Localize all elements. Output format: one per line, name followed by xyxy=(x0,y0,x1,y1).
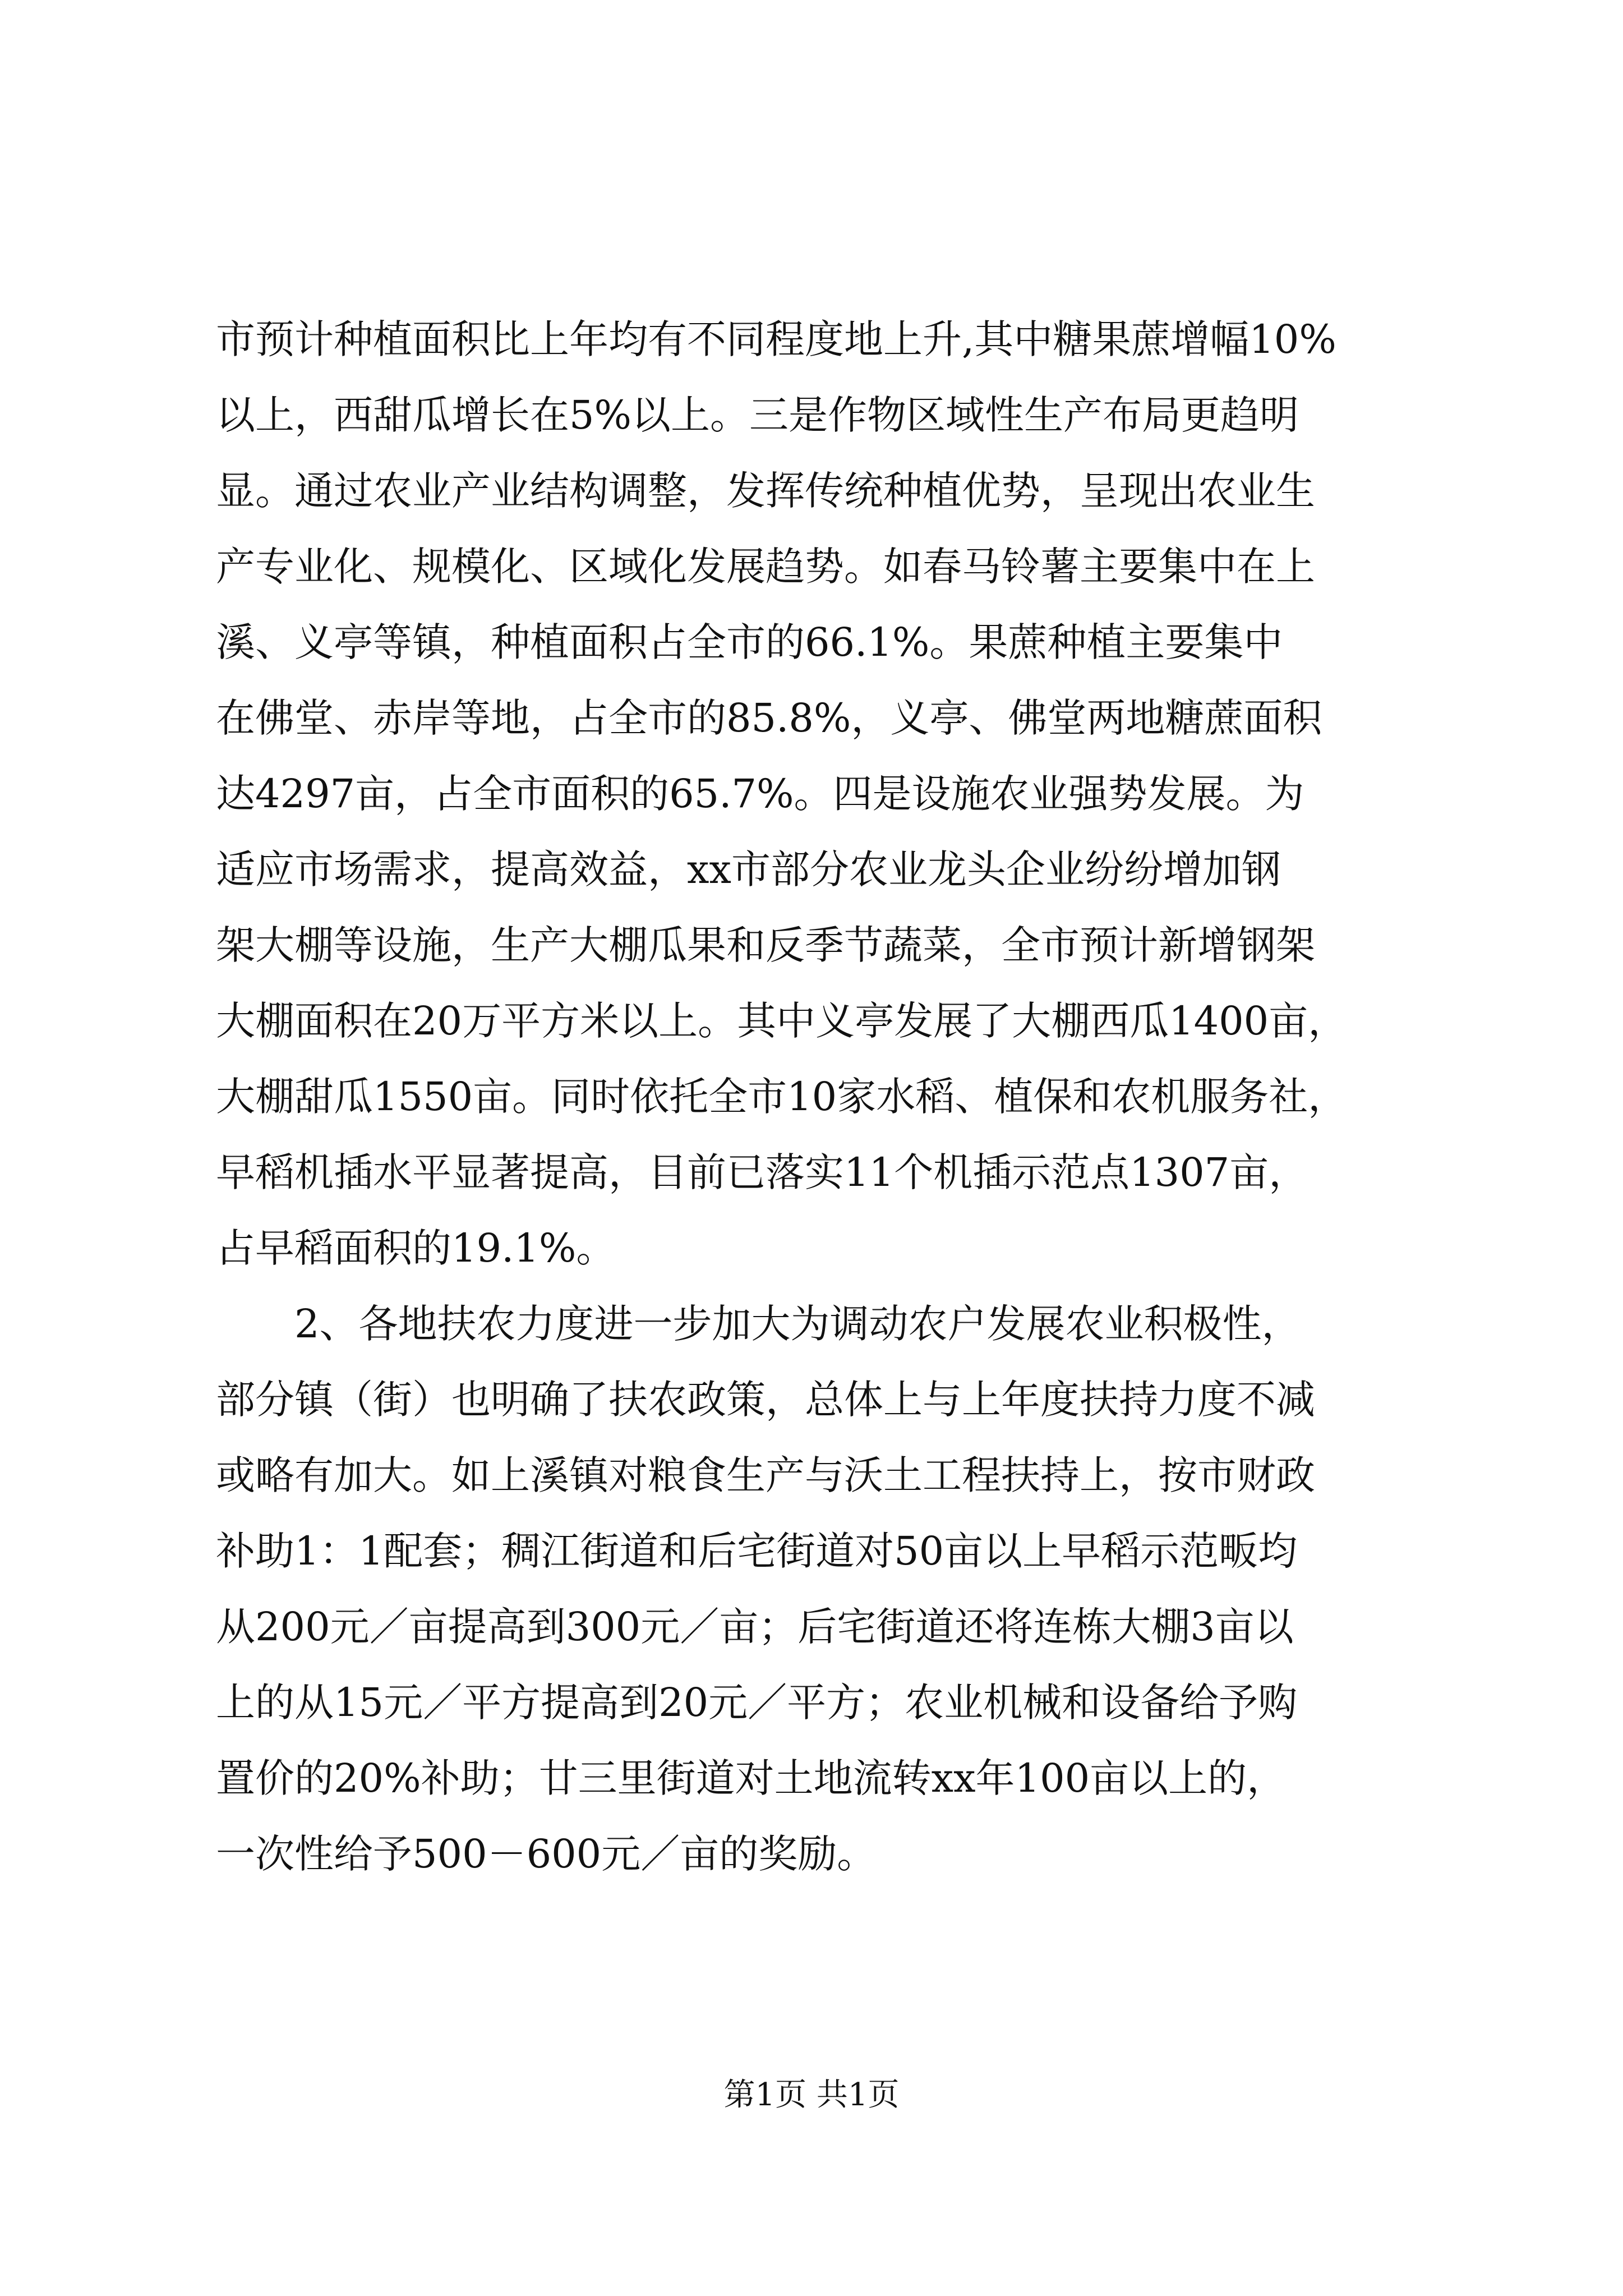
paragraph-first-line: 2、各地扶农力度进一步加大为调动农户发展农业积极性， xyxy=(294,1301,1301,1347)
text-line: 以上，西甜瓜增长在5%以上。三是作物区域性生产布局更趋明 xyxy=(216,392,1299,438)
text-line: 溪、义亭等镇，种植面积占全市的66.1%。果蔗种植主要集中 xyxy=(216,619,1283,665)
text-line: 部分镇（街）也明确了扶农政策，总体上与上年度扶持力度不减 xyxy=(216,1377,1315,1423)
text-line: 大棚甜瓜1550亩。同时依托全市10家水稻、植保和农机服务社， xyxy=(216,1074,1348,1120)
text-line: 产专业化、规模化、区域化发展趋势。如春马铃薯主要集中在上 xyxy=(216,544,1315,590)
text-line: 上的从15元／平方提高到20元／平方；农业机械和设备给予购 xyxy=(216,1680,1298,1726)
text-line: 架大棚等设施，生产大棚瓜果和反季节蔬菜，全市预计新增钢架 xyxy=(216,922,1315,968)
text-line: 在佛堂、赤岸等地，占全市的85.8%，义亭、佛堂两地糖蔗面积 xyxy=(216,695,1322,741)
text-line: 达4297亩，占全市面积的65.7%。四是设施农业强势发展。为 xyxy=(216,771,1304,817)
text-line: 市预计种植面积比上年均有不同程度地上升,其中糖果蔗增幅10% xyxy=(216,316,1336,362)
text-line: 置价的20%补助；廿三里街道对土地流转xx年100亩以上的， xyxy=(216,1755,1287,1801)
text-line: 占早稻面积的19.1%。 xyxy=(216,1225,616,1271)
page-footer: 第1页 共1页 xyxy=(723,2077,900,2113)
text-line: 大棚面积在20万平方米以上。其中义亭发展了大棚西瓜1400亩， xyxy=(216,998,1348,1044)
text-line: 补助1：1配套；稠江街道和后宅街道对50亩以上早稻示范畈均 xyxy=(216,1528,1298,1574)
text-line: 或略有加大。如上溪镇对粮食生产与沃土工程扶持上，按市财政 xyxy=(216,1452,1315,1498)
text-line: 显。通过农业产业结构调整，发挥传统种植优势，呈现出农业生 xyxy=(216,468,1315,514)
text-line: 从200元／亩提高到300元／亩；后宅街道还将连栋大棚3亩以 xyxy=(216,1604,1294,1650)
text-line: 一次性给予500－600元／亩的奖励。 xyxy=(216,1831,877,1877)
text-line: 早稻机插水平显著提高，目前已落实11个机插示范点1307亩， xyxy=(216,1149,1308,1195)
text-line: 适应市场需求，提高效益，xx市部分农业龙头企业纷纷增加钢 xyxy=(216,846,1281,892)
